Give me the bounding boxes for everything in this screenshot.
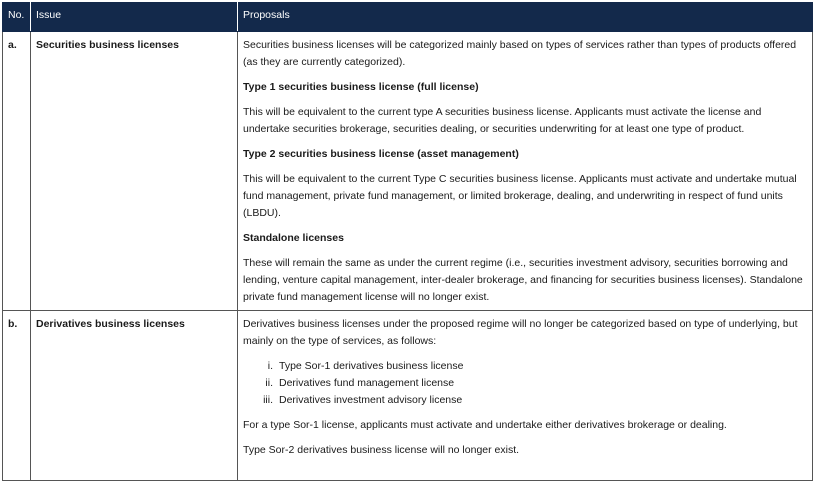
table-row	[3, 32, 813, 311]
proposal-subheading: Standalone licenses	[243, 232, 344, 244]
row-proposals	[238, 311, 813, 481]
list-item	[243, 358, 807, 375]
table-row	[3, 311, 813, 481]
proposal-text: For a type Sor-1 license, applicants must activate and undertake either derivatives brokerage or dealing.	[243, 419, 727, 431]
list-item-text: Type Sor-1 derivatives business license	[279, 360, 464, 372]
list-item-number: ii.	[265, 377, 273, 389]
header-issue: Issue	[31, 3, 238, 32]
row-issue: Derivatives business licenses	[31, 311, 238, 481]
row-issue: Securities business licenses	[31, 32, 238, 311]
proposals-table	[2, 2, 813, 481]
row-number: b.	[3, 311, 31, 481]
proposal-subheading: Type 1 securities business license (full license)	[243, 81, 479, 93]
license-list	[243, 358, 807, 409]
row-proposals	[238, 32, 813, 311]
header-proposals: Proposals	[238, 3, 813, 32]
list-item-text: Derivatives investment advisory license	[279, 394, 463, 406]
proposal-intro: Securities business licenses will be categorized mainly based on types of services rather than types of products offered (as they are currently categorized).	[243, 39, 797, 68]
list-item	[243, 392, 807, 409]
row-number: a.	[3, 32, 31, 311]
proposal-text: This will be equivalent to the current Type C securities business license. Applicants must activate and undertake mutual fund management, private fund management, or limited brokerage, dealing, and underwriting in respect of fund units (LBDU).	[243, 173, 797, 219]
proposal-text: Type Sor-2 derivatives business license will no longer exist.	[243, 444, 520, 456]
header-no: No.	[3, 3, 31, 32]
proposal-subheading: Type 2 securities business license (asset management)	[243, 148, 519, 160]
list-item-number: iii.	[263, 394, 273, 406]
proposal-intro: Derivatives business licenses under the proposed regime will no longer be categorized based on type of underlying, but mainly on the type of services, as follows:	[243, 318, 798, 347]
table-header-row	[3, 3, 813, 32]
proposal-text: This will be equivalent to the current type A securities business license. Applicants must activate the license and undertake securities brokerage, securities dealing, or securities underwriting for at least one type of product.	[243, 106, 762, 135]
list-item-number: i.	[267, 360, 273, 372]
list-item-text: Derivatives fund management license	[279, 377, 455, 389]
proposal-text: These will remain the same as under the current regime (i.e., securities investment advisory, securities borrowing and lending, venture capital management, inter-dealer brokerage, and financing for securities business licenses). Standalone private fund management license will no longer exist.	[243, 257, 803, 303]
list-item	[243, 375, 807, 392]
